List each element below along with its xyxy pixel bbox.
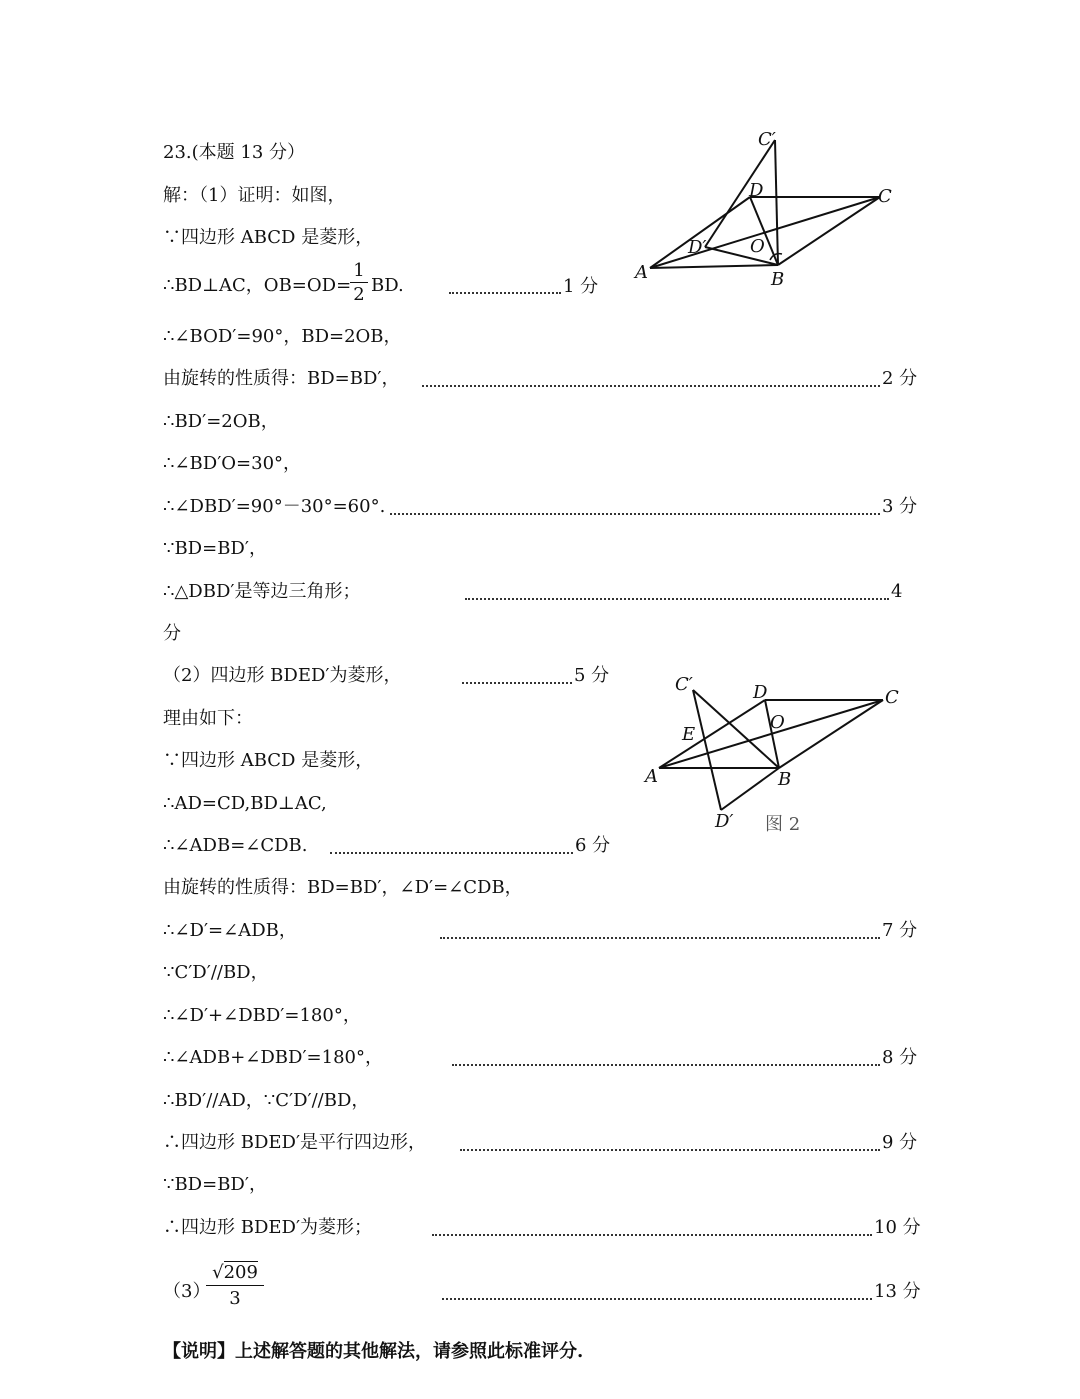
- solution-line: ∴∠D′+∠DBD′=180°，: [163, 1005, 361, 1026]
- solution-line: ∴∠D′=∠ADB，: [163, 920, 297, 941]
- leader-dots: [330, 852, 573, 854]
- fig1-label-c: C: [878, 186, 892, 207]
- fig1-edge: [778, 197, 880, 265]
- solution-line: 由旋转的性质得：BD=BD′，∠D′=∠CDB，: [163, 877, 523, 898]
- fig1-rotated-edge: [775, 140, 778, 265]
- answer-denominator: 3: [229, 1288, 241, 1309]
- fig1-rotated-edge: [705, 247, 778, 265]
- fig2-label-c: C: [885, 687, 899, 708]
- leader-dots: [432, 1234, 872, 1236]
- solution-line: BD.: [371, 275, 404, 296]
- fig2-caption: 图 2: [765, 814, 801, 835]
- solution-line: ∴∠ADB=∠CDB.: [163, 835, 308, 856]
- leader-dots: [449, 292, 561, 294]
- figure-1: [630, 125, 900, 290]
- leader-dots: [465, 598, 889, 600]
- solution-line: ∴BD′=2OB，: [163, 411, 279, 432]
- fig1-label-c-prime: C′: [758, 129, 776, 150]
- score-mark: 2 分: [882, 368, 918, 389]
- score-mark: 3 分: [882, 496, 918, 517]
- solution-line: ∴BD⊥AC，OB=OD=: [163, 275, 352, 296]
- score-mark: 4: [891, 581, 903, 602]
- fig2-edge: [659, 700, 765, 768]
- fig2-label-e: E: [682, 724, 696, 745]
- solution-line: ∵四边形 ABCD 是菱形，: [163, 227, 374, 248]
- solution-line: 理由如下：: [163, 708, 253, 729]
- fig2-edge: [779, 700, 883, 768]
- solution-line: 分: [163, 623, 181, 644]
- score-mark: 1 分: [563, 276, 599, 297]
- fig1-label-d-prime: D′: [688, 237, 707, 258]
- fig1-label-b: B: [771, 269, 785, 290]
- solution-line: 解：（1）证明：如图，: [163, 185, 346, 206]
- fig2-label-d-prime: D′: [715, 811, 734, 832]
- leader-dots: [462, 682, 572, 684]
- solution-line: ∴∠ADB+∠DBD′=180°，: [163, 1047, 383, 1068]
- solution-line: ∵四边形 ABCD 是菱形，: [163, 750, 374, 771]
- fig2-label-d: D: [753, 682, 768, 703]
- leader-dots: [442, 1298, 872, 1300]
- score-mark: 5 分: [574, 665, 610, 686]
- leader-dots: [390, 513, 880, 515]
- solution-line: （3）: [163, 1281, 211, 1302]
- fig2-label-b: B: [778, 769, 792, 790]
- solution-line: 由旋转的性质得：BD=BD′，: [163, 368, 400, 389]
- solution-line: ∵BD=BD′，: [163, 1174, 267, 1195]
- sqrt-icon: √: [212, 1262, 224, 1283]
- solution-line: ∵BD=BD′，: [163, 538, 267, 559]
- fig1-edge: [650, 265, 778, 268]
- solution-line: ∴四边形 BDED′为菱形；: [163, 1217, 373, 1238]
- solution-line: ∴四边形 BDED′是平行四边形，: [163, 1132, 427, 1153]
- answer-fraction: [206, 1262, 264, 1309]
- figure-2: [635, 670, 905, 840]
- score-mark: 9 分: [882, 1132, 918, 1153]
- answer-radicand: 209: [223, 1262, 258, 1283]
- leader-dots: [452, 1064, 880, 1066]
- score-mark: 10 分: [874, 1217, 921, 1238]
- score-mark: 8 分: [882, 1047, 918, 1068]
- problem-title: 23.(本题 13 分）: [163, 142, 305, 163]
- solution-line: ∴△DBD′是等边三角形；: [163, 581, 361, 602]
- fig2-label-a: A: [645, 766, 658, 787]
- fig2-label-o: O: [770, 712, 785, 733]
- answer-numerator: [206, 1262, 264, 1283]
- solution-line: ∴AD=CD,BD⊥AC,: [163, 793, 327, 814]
- solution-line: ∴BD′//AD，∵C′D′//BD，: [163, 1090, 370, 1111]
- fig2-label-c-prime: C′: [675, 674, 693, 695]
- leader-dots: [460, 1149, 880, 1151]
- score-mark: 7 分: [882, 920, 918, 941]
- leader-dots: [422, 385, 880, 387]
- fraction-numerator: 1: [353, 260, 365, 281]
- score-mark: 13 分: [874, 1281, 921, 1302]
- solution-line: ∴∠BD′O=30°，: [163, 453, 302, 474]
- solution-line: （2）四边形 BDED′为菱形，: [163, 665, 402, 686]
- fig1-label-a: A: [635, 262, 648, 283]
- solution-line: ∴∠DBD′=90°－30°=60°.: [163, 496, 386, 517]
- score-mark: 6 分: [575, 835, 611, 856]
- solution-line: ∴∠BOD′=90°，BD=2OB，: [163, 326, 402, 347]
- leader-dots: [440, 937, 880, 939]
- fraction-denominator: 2: [353, 284, 365, 305]
- fig2-rotated-edge: [721, 768, 779, 810]
- fig1-label-o: O: [750, 236, 765, 257]
- fig1-label-d: D: [749, 180, 764, 201]
- marking-note: 【说明】上述解答题的其他解法，请参照此标准评分.: [163, 1341, 584, 1362]
- fraction-half: [350, 260, 368, 305]
- solution-line: ∵C′D′//BD，: [163, 962, 269, 983]
